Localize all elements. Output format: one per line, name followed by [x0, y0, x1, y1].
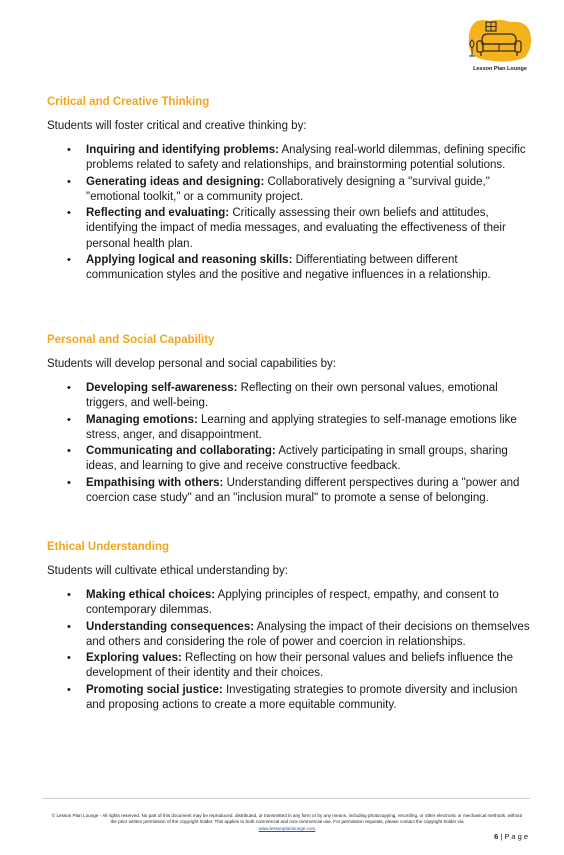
item-text: Investigating strategies to promote diversity and inclusion and proposing actions to create a more equitable community.	[86, 683, 518, 712]
bullet-icon: •	[67, 175, 71, 188]
copyright-notice: © Lesson Plan Lounge - All rights reserved. No part of this document may be reproduced, distributed, or transmitted in any form or by any means, including photocopying, recording, or other electronic or mechanical methods, without the prior written permission of the copyright holder. This applies to both commercial and non-commercial use. For permission requests, please contact the copyright holder via	[51, 813, 523, 825]
bullet-icon: •	[67, 445, 71, 458]
item-text: Critically assessing their own beliefs and attitudes, identifying the impact of media messages, and evaluating the effectiveness of their personal health plan.	[86, 207, 506, 250]
bullet-list	[47, 143, 532, 284]
list-item	[47, 381, 532, 412]
bullet-icon: •	[67, 589, 71, 601]
list-item	[47, 476, 532, 507]
item-text: Collaboratively designing a "survival guide," "emotional toolkit," or a community project.	[86, 175, 490, 203]
list-item	[47, 413, 532, 444]
item-term: Inquiring and identifying problems:	[86, 144, 279, 156]
item-term: Managing emotions:	[86, 413, 198, 426]
item-text: Reflecting on how their personal values and beliefs influence the development of their identity and their choices.	[86, 652, 514, 680]
section-intro: Students will cultivate ethical understanding by:	[47, 565, 289, 577]
bullet-icon: •	[67, 144, 71, 156]
item-term: Exploring values:	[86, 652, 182, 665]
list-item	[47, 253, 532, 284]
item-text: Analysing real-world dilemmas, defining specific problems related to safety and relationships, and brainstorming potential solutions.	[86, 144, 526, 172]
item-term: Developing self-awareness:	[86, 382, 238, 394]
list-item	[47, 175, 532, 206]
section-title: Critical and Creative Thinking	[47, 96, 210, 108]
bullet-icon: •	[67, 382, 71, 394]
item-term: Understanding consequences:	[86, 620, 255, 633]
item-term: Communicating and collaborating:	[86, 445, 276, 458]
footer-divider	[42, 798, 530, 799]
item-text: Analysing the impact of their decisions on themselves and others and considering the role of power and coercion in relationships.	[86, 620, 530, 648]
section-personal-social-capability	[47, 334, 532, 507]
website-link[interactable]: www.lessonplanlounge.com	[258, 825, 316, 831]
list-item	[47, 143, 532, 174]
bullet-list	[47, 588, 532, 713]
bullet-icon: •	[67, 620, 71, 633]
item-term: Making ethical choices:	[86, 589, 216, 601]
page-number	[494, 832, 528, 841]
brand-logo	[462, 18, 538, 78]
lounge-sofa-icon	[466, 18, 534, 64]
list-item	[47, 206, 532, 252]
bullet-icon: •	[67, 476, 71, 489]
item-text: Learning and applying strategies to self-manage emotions like stress, anger, and disappointment.	[86, 413, 517, 441]
list-item	[47, 444, 532, 475]
page-label: | P a g e	[498, 832, 528, 841]
brand-name: Lesson Plan Lounge	[473, 66, 527, 72]
item-text: Applying principles of respect, empathy, and consent to contemporary dilemmas.	[86, 589, 499, 617]
item-text: Differentiating between different communication styles and the positive and negative influences in a relationship.	[86, 254, 491, 282]
item-term: Empathising with others:	[86, 476, 224, 489]
item-term: Generating ideas and designing:	[86, 175, 265, 188]
list-item	[47, 620, 532, 651]
item-term: Reflecting and evaluating:	[86, 207, 230, 220]
bullet-icon: •	[67, 254, 71, 267]
list-item	[47, 683, 532, 714]
list-item	[47, 651, 532, 682]
section-ethical-understanding	[47, 541, 532, 714]
bullet-icon: •	[67, 683, 71, 696]
section-critical-creative-thinking	[47, 96, 532, 285]
list-item	[47, 588, 532, 619]
section-title: Personal and Social Capability	[47, 334, 215, 346]
bullet-icon: •	[67, 413, 71, 426]
item-text: Understanding different perspectives during a "power and coercion case study" and an "inclusion mural" to promote a sense of belonging.	[86, 476, 520, 505]
section-intro: Students will foster critical and creative thinking by:	[47, 120, 307, 132]
bullet-list	[47, 381, 532, 506]
page-number-value: 6	[494, 832, 499, 841]
section-title: Ethical Understanding	[47, 541, 170, 553]
item-term: Applying logical and reasoning skills:	[86, 254, 293, 267]
bullet-icon: •	[67, 207, 71, 220]
item-text: Reflecting on their own personal values, emotional triggers, and well-being.	[86, 382, 498, 410]
footer-copyright	[48, 813, 526, 832]
section-intro: Students will develop personal and social capabilities by:	[47, 358, 336, 370]
item-term: Promoting social justice:	[86, 683, 223, 696]
bullet-icon: •	[67, 652, 71, 665]
item-text: Actively participating in small groups, sharing ideas, and learning to give and receive constructive feedback.	[86, 445, 508, 473]
